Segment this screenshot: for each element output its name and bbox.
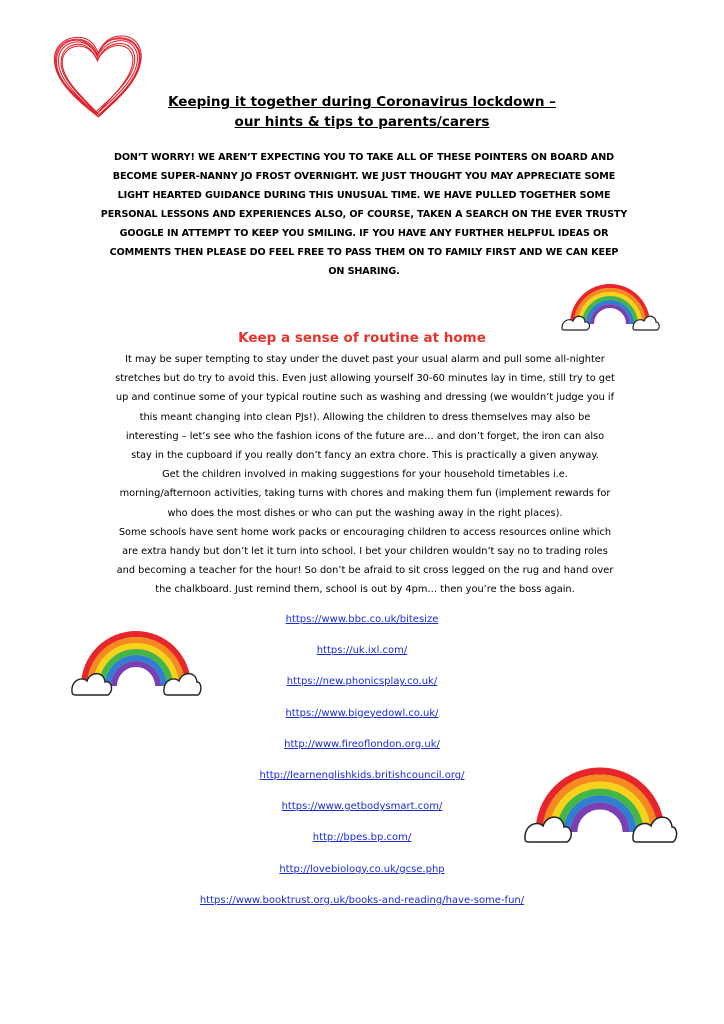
section-heading: Keep a sense of routine at home xyxy=(238,330,486,346)
body-line: and becoming a teacher for the hour! So don’t be afraid to sit cross legged on the rug and hand over xyxy=(116,565,614,577)
intro-line: GOOGLE IN ATTEMPT TO KEEP YOU SMILING. IF YOU HAVE ANY FURTHER HELPFUL IDEAS OR xyxy=(119,228,609,239)
page-title-line2: our hints & tips to parents/carers xyxy=(234,114,490,130)
link-bbc-bitesize[interactable]: https://www.bbc.co.uk/bitesize xyxy=(285,614,439,625)
intro-line: COMMENTS THEN PLEASE DO FEEL FREE TO PASS THEM ON TO FAMILY FIRST AND WE CAN KEEP xyxy=(109,247,619,258)
body-line: who does the most dishes or who can put the washing away in the right places). xyxy=(167,507,563,519)
link-ixl[interactable]: https://uk.ixl.com/ xyxy=(316,645,408,657)
link-learnenglishkids[interactable]: http://learnenglishkids.britishcouncil.org/ xyxy=(259,769,465,781)
intro-paragraph xyxy=(85,148,643,281)
intro-line: LIGHT HEARTED GUIDANCE DURING THIS UNUSUAL TIME. WE HAVE PULLED TOGETHER SOME xyxy=(117,190,611,201)
body-line: Some schools have sent home work packs or encouraging children to access resources online which xyxy=(118,526,612,538)
rainbow-icon xyxy=(560,280,660,332)
resource-links xyxy=(0,604,724,916)
body-line: the chalkboard. Just remind them, school is out by 4pm… then you’re the boss again. xyxy=(155,584,575,596)
link-lovebiology[interactable]: http://lovebiology.co.uk/gcse.php xyxy=(279,863,445,875)
intro-line: BECOME SUPER-NANNY JO FROST OVERNIGHT. WE JUST THOUGHT YOU MAY APPRECIATE SOME xyxy=(112,171,616,182)
link-getbodysmart[interactable]: https://www.getbodysmart.com/ xyxy=(281,801,443,813)
body-line: stay in the cupboard if you really don’t fancy an extra chore. This is practically a given anyway. xyxy=(131,450,599,462)
body-line: morning/afternoon activities, taking turns with chores and making them fun (implement rewards for xyxy=(119,488,611,500)
body-line: up and continue some of your typical routine such as washing and dressing (we wouldn’t judge you if xyxy=(115,392,615,404)
page-title-line1: Keeping it together during Coronavirus lockdown – xyxy=(168,94,556,110)
section-body xyxy=(76,350,654,600)
body-line: It may be super tempting to stay under the duvet past your usual alarm and pull some all-nighter xyxy=(125,354,605,365)
link-phonicsplay[interactable]: https://new.phonicsplay.co.uk/ xyxy=(286,676,438,688)
intro-line: ON SHARING. xyxy=(328,266,400,277)
intro-line: DON’T WORRY! WE AREN’T EXPECTING YOU TO TAKE ALL OF THESE POINTERS ON BOARD AND xyxy=(113,152,614,163)
link-booktrust[interactable]: https://www.booktrust.org.uk/books-and-reading/have-some-fun/ xyxy=(199,894,525,906)
link-bpes[interactable]: http://bpes.bp.com/ xyxy=(312,832,412,844)
body-line: stretches but do try to avoid this. Even just allowing yourself 30-60 minutes lay in time, still try to get xyxy=(115,373,615,385)
body-line: are extra handy but don’t let it turn into school. I bet your children wouldn’t say no to trading roles xyxy=(122,546,608,558)
link-bigeyedowl[interactable]: https://www.bigeyedowl.co.uk/ xyxy=(285,707,439,719)
body-line: Get the children involved in making suggestions for your household timetables i.e. xyxy=(162,469,568,481)
link-fireoflondon[interactable]: http://www.fireoflondon.org.uk/ xyxy=(284,738,440,750)
body-line: interesting – let’s see who the fashion icons of the future are… and don’t forget, the iron can also xyxy=(125,430,605,442)
body-line: this meant changing into clean PJs!). Allowing the children to dress themselves may also be xyxy=(139,411,591,423)
intro-line: PERSONAL LESSONS AND EXPERIENCES ALSO, OF COURSE, TAKEN A SEARCH ON THE EVER TRUSTY xyxy=(100,209,628,220)
